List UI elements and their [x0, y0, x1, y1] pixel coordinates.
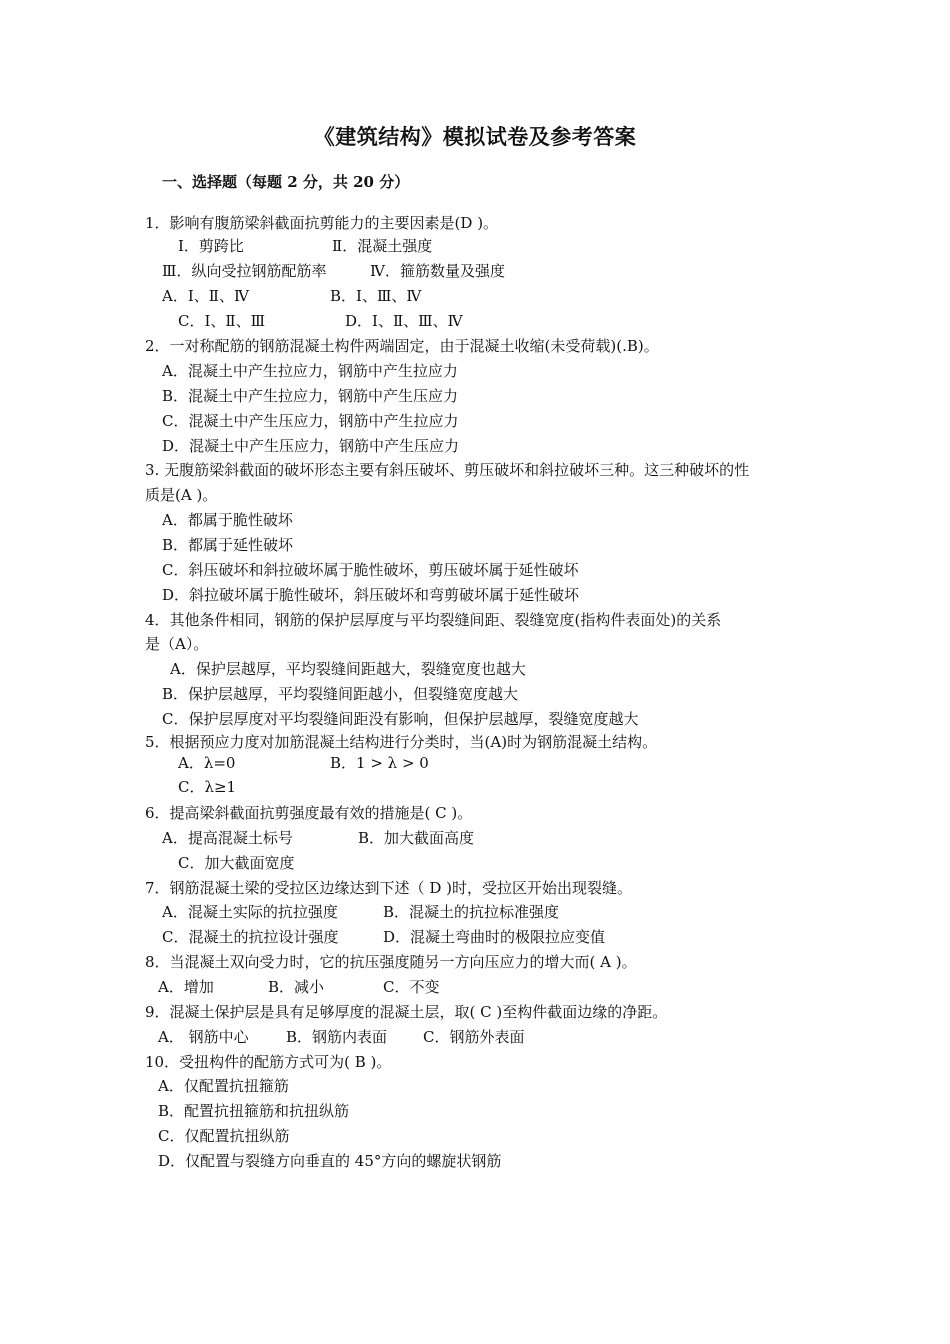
question-7: 7．钢筋混凝土梁的受拉区边缘达到下述（ D )时，受拉区开始出现裂缝。: [145, 879, 632, 897]
question-6: 6．提高梁斜截面抗剪强度最有效的措施是( C )。: [145, 804, 473, 822]
option-b: B．配置抗扭箍筋和抗扭纵筋: [158, 1102, 350, 1120]
question-4-continued: 是（A）。: [145, 635, 209, 653]
option-c: C．混凝土的抗拉设计强度: [162, 928, 339, 946]
option-c: C．钢筋外表面: [423, 1028, 525, 1046]
factor-4: Ⅳ．箍筋数量及强度: [370, 262, 505, 280]
option-c: C．混凝土中产生压应力，钢筋中产生拉应力: [162, 412, 459, 430]
option-b: B．保护层越厚，平均裂缝间距越小，但裂缝宽度越大: [162, 685, 519, 703]
page-title: 《建筑结构》模拟试卷及参考答案: [313, 124, 637, 149]
question-5: 5．根据预应力度对加筋混凝土结构进行分类时，当(A)时为钢筋混凝土结构。: [145, 733, 658, 751]
option-d: D．混凝土中产生压应力，钢筋中产生压应力: [162, 437, 460, 455]
option-b: B．加大截面高度: [358, 829, 475, 847]
option-b: B．1 > λ > 0: [330, 754, 429, 772]
option-b: B．减小: [268, 978, 325, 996]
section-heading: 一、选择题（每题 2 分，共 20 分）: [162, 173, 410, 191]
option-d: D．仅配置与裂缝方向垂直的 45°方向的螺旋状钢筋: [158, 1152, 502, 1170]
question-1: 1．影响有腹筋梁斜截面抗剪能力的主要因素是(D )。: [145, 214, 499, 232]
factor-1: Ⅰ．剪跨比: [178, 237, 244, 255]
option-c: C．λ≥1: [178, 778, 237, 796]
option-a: A．λ=0: [178, 754, 236, 772]
option-c: C．保护层厚度对平均裂缝间距没有影响，但保护层越厚，裂缝宽度越大: [162, 710, 639, 728]
option-a: A．混凝土实际的抗拉强度: [162, 903, 338, 921]
option-a: A．提高混凝土标号: [162, 829, 293, 847]
option-c: C．仅配置抗扭纵筋: [158, 1127, 290, 1145]
option-a: A．增加: [158, 978, 214, 996]
option-d: D．混凝土弯曲时的极限拉应变值: [383, 928, 606, 946]
option-b: B．混凝土的抗拉标准强度: [383, 903, 560, 921]
option-b: B．都属于延性破坏: [162, 536, 294, 554]
option-d: D．斜拉破坏属于脆性破坏，斜压破坏和弯剪破坏属于延性破坏: [162, 586, 580, 604]
question-8: 8．当混凝土双向受力时，它的抗压强度随另一方向压应力的增大而( A )。: [145, 953, 637, 971]
question-4: 4．其他条件相同，钢筋的保护层厚度与平均裂缝间距、裂缝宽度(指构件表面处)的关系: [145, 611, 722, 629]
question-3: 3. 无腹筋梁斜截面的破坏形态主要有斜压破坏、剪压破坏和斜拉破坏三种。这三种破坏的性: [145, 461, 750, 479]
option-a: A． 钢筋中心: [158, 1028, 249, 1046]
option-b: B．混凝土中产生拉应力，钢筋中产生压应力: [162, 387, 459, 405]
question-9: 9．混凝土保护层是具有足够厚度的混凝土层，取( C )至构件截面边缘的净距。: [145, 1003, 668, 1021]
factor-3: Ⅲ．纵向受拉钢筋配筋率: [162, 262, 327, 280]
question-2: 2．一对称配筋的钢筋混凝土构件两端固定，由于混凝土收缩(未受荷载)(.B)。: [145, 337, 659, 355]
option-b: B．钢筋内表面: [286, 1028, 388, 1046]
option-a: A．混凝土中产生拉应力，钢筋中产生拉应力: [162, 362, 458, 380]
option-d: D．Ⅰ、Ⅱ、Ⅲ、Ⅳ: [345, 312, 463, 330]
option-b: B．Ⅰ、Ⅲ、Ⅳ: [330, 287, 422, 305]
option-a: A．保护层越厚，平均裂缝间距越大，裂缝宽度也越大: [170, 660, 526, 678]
question-3-continued: 质是(A )。: [145, 486, 218, 504]
option-c: C．Ⅰ、Ⅱ、Ⅲ: [178, 312, 266, 330]
option-a: A．Ⅰ、Ⅱ、Ⅳ: [162, 287, 249, 305]
option-a: A．仅配置抗扭箍筋: [158, 1077, 289, 1095]
option-c: C．斜压破坏和斜拉破坏属于脆性破坏，剪压破坏属于延性破坏: [162, 561, 579, 579]
option-c: C．不变: [383, 978, 440, 996]
option-a: A．都属于脆性破坏: [162, 511, 293, 529]
factor-2: Ⅱ．混凝土强度: [332, 237, 433, 255]
option-c: C．加大截面宽度: [178, 854, 295, 872]
question-10: 10．受扭构件的配筋方式可为( B )。: [145, 1053, 392, 1071]
